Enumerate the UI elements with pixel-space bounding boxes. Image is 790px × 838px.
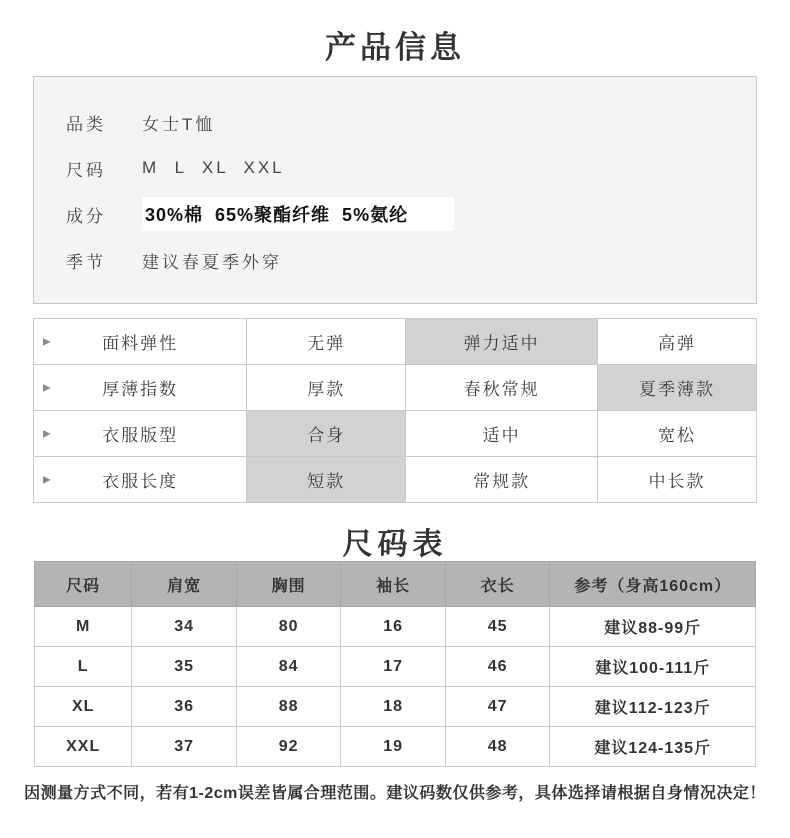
size-chart-header-row: [35, 562, 756, 607]
info-label-season: 季节: [66, 252, 106, 272]
size-cell: 46: [445, 647, 550, 687]
attribute-label-cell: [34, 319, 247, 365]
size-chart-row-xxl: [35, 727, 756, 767]
info-row-sizes: [66, 145, 756, 191]
size-chart-row-l: [35, 647, 756, 687]
attribute-option-cell: 无弹: [247, 319, 406, 365]
size-cell: 84: [236, 647, 341, 687]
attribute-row-thickness: [34, 365, 757, 411]
attribute-label: 衣服版型: [102, 426, 179, 445]
attribute-option-cell: 适中: [406, 411, 598, 457]
info-value-category: 女士T恤: [142, 114, 216, 134]
triangle-right-icon: ▶: [43, 428, 51, 439]
size-cell: 17: [341, 647, 446, 687]
size-cell: 35: [132, 647, 237, 687]
attribute-label-cell: [34, 411, 247, 457]
size-chart-title: 尺码表: [342, 528, 448, 561]
size-cell: 18: [341, 687, 446, 727]
size-cell: L: [35, 647, 132, 687]
info-value-season: 建议春夏季外穿: [142, 252, 282, 272]
attribute-row-length: [34, 457, 757, 503]
attribute-label-cell: [34, 365, 247, 411]
size-cell: 36: [132, 687, 237, 727]
size-chart-row-xl: [35, 687, 756, 727]
size-chart-header: 肩宽: [132, 562, 237, 607]
attribute-option-cell: 弹力适中: [406, 319, 598, 365]
size-chart-row-m: [35, 607, 756, 647]
attribute-option-cell: 合身: [247, 411, 406, 457]
product-info-box: [33, 76, 757, 304]
size-cell: 92: [236, 727, 341, 767]
info-value-composition: 30%棉 65%聚酯纤维 5%氨纶: [142, 197, 454, 231]
size-chart-header: 参考（身高160cm）: [550, 562, 756, 607]
attribute-option-cell: 短款: [247, 457, 406, 503]
size-cell: 建议112-123斤: [550, 687, 756, 727]
attribute-option-cell: 厚款: [247, 365, 406, 411]
size-cell: 88: [236, 687, 341, 727]
size-cell: XXL: [35, 727, 132, 767]
info-row-composition: [66, 191, 756, 237]
size-cell: 37: [132, 727, 237, 767]
triangle-right-icon: ▶: [43, 382, 51, 393]
info-label-sizes: 尺码: [66, 160, 106, 180]
size-cell: 47: [445, 687, 550, 727]
page-title: 产品信息: [325, 30, 465, 65]
measurement-disclaimer: 因测量方式不同，若有1-2cm误差皆属合理范围。建议码数仅供参考，具体选择请根据自身情况决定！: [24, 785, 766, 802]
size-chart-header: 衣长: [445, 562, 550, 607]
size-cell: 34: [132, 607, 237, 647]
attribute-option-cell: 夏季薄款: [597, 365, 756, 411]
size-cell: XL: [35, 687, 132, 727]
attribute-option-cell: 春秋常规: [406, 365, 598, 411]
attribute-table: [33, 318, 757, 503]
attribute-option-cell: 中长款: [597, 457, 756, 503]
attribute-option-cell: 宽松: [597, 411, 756, 457]
size-cell: 建议88-99斤: [550, 607, 756, 647]
size-cell: 45: [445, 607, 550, 647]
size-cell: 建议100-111斤: [550, 647, 756, 687]
attribute-label: 衣服长度: [102, 472, 179, 491]
size-cell: M: [35, 607, 132, 647]
info-label-composition: 成分: [66, 206, 106, 226]
attribute-label-cell: [34, 457, 247, 503]
size-chart-header: 尺码: [35, 562, 132, 607]
triangle-right-icon: ▶: [43, 474, 51, 485]
size-cell: 16: [341, 607, 446, 647]
size-chart-header: 袖长: [341, 562, 446, 607]
size-chart-header: 胸围: [236, 562, 341, 607]
size-cell: 80: [236, 607, 341, 647]
attribute-label: 面料弹性: [102, 334, 179, 353]
size-cell: 建议124-135斤: [550, 727, 756, 767]
size-cell: 19: [341, 727, 446, 767]
info-row-category: [66, 99, 756, 145]
size-cell: 48: [445, 727, 550, 767]
triangle-right-icon: ▶: [43, 336, 51, 347]
info-row-season: [66, 237, 756, 283]
info-label-category: 品类: [66, 114, 106, 134]
attribute-option-cell: 常规款: [406, 457, 598, 503]
info-value-sizes: M L XL XXL: [142, 158, 285, 177]
size-chart-table: [34, 561, 756, 767]
attribute-row-fit: [34, 411, 757, 457]
attribute-row-elasticity: [34, 319, 757, 365]
attribute-label: 厚薄指数: [102, 380, 179, 399]
attribute-option-cell: 高弹: [597, 319, 756, 365]
